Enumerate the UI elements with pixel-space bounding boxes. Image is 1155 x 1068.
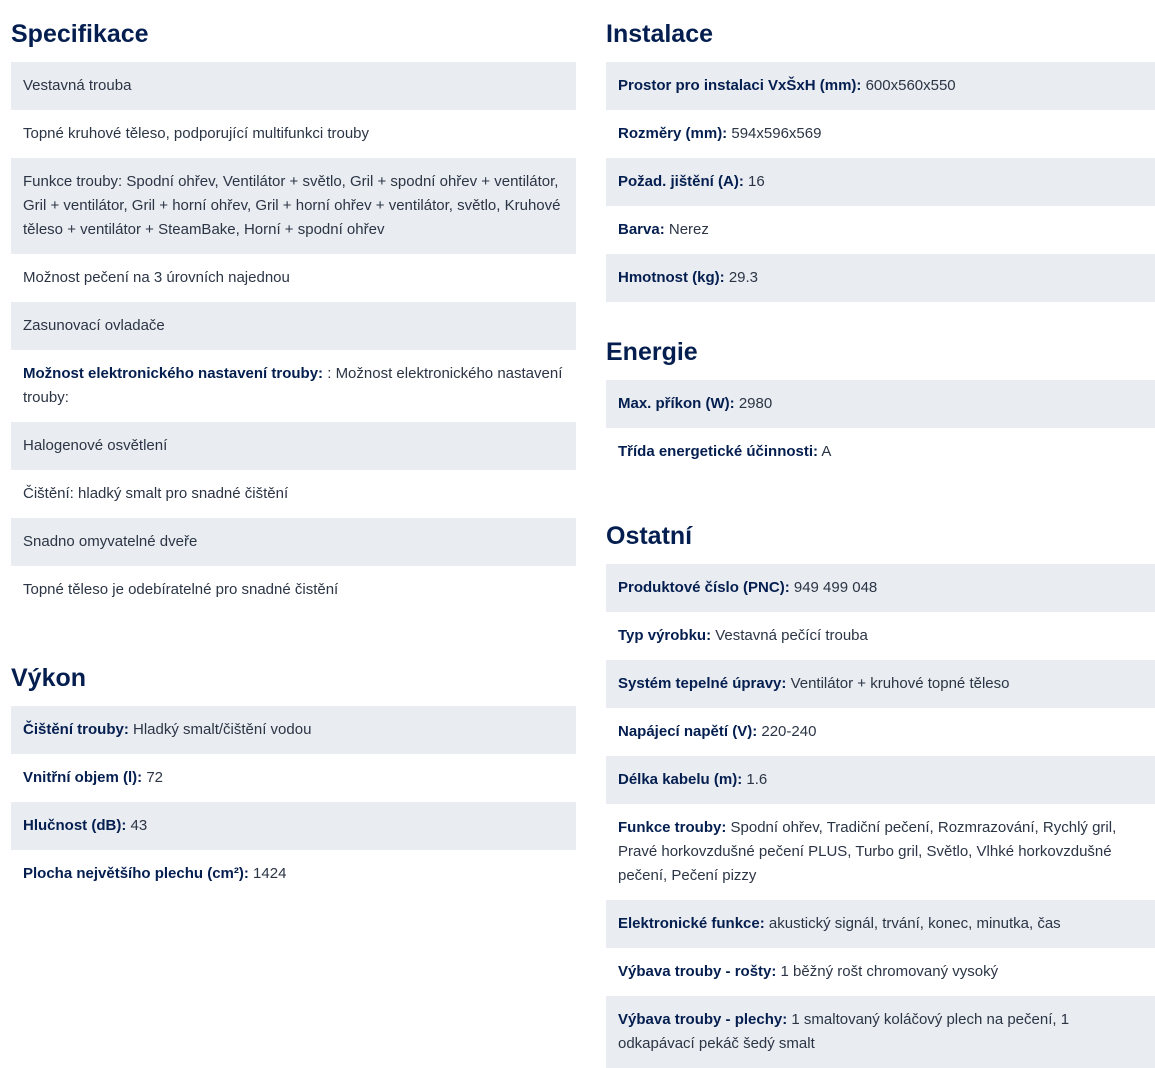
spec-label: Prostor pro instalaci VxŠxH (mm): xyxy=(618,77,862,94)
right-column xyxy=(606,0,1155,1068)
spec-text: Zasunovací ovladače xyxy=(23,317,165,334)
spec-value: 1424 xyxy=(248,865,287,882)
spec-row xyxy=(11,110,576,158)
spec-row xyxy=(606,804,1155,900)
spec-value: 72 xyxy=(142,769,164,786)
spec-label: Max. příkon (W): xyxy=(618,395,735,412)
spec-row xyxy=(606,110,1155,158)
spec-text: Čištění: hladký smalt pro snadné čištění xyxy=(23,485,289,502)
spec-text: Snadno omyvatelné dveře xyxy=(23,533,198,550)
spec-value: 1 běžný rošt chromovaný vysoký xyxy=(776,963,999,980)
spec-value: 1 smaltovaný koláčový plech na pečení, 1 odkapávací pekáč šedý smalt xyxy=(618,1011,1070,1052)
spec-label: Typ výrobku: xyxy=(618,627,712,644)
spec-value: 949 499 048 xyxy=(789,579,878,596)
spec-row xyxy=(11,350,576,422)
section-title-specifikace: Specifikace xyxy=(11,20,149,48)
spec-row xyxy=(11,706,576,754)
spec-row xyxy=(606,564,1155,612)
spec-row xyxy=(11,850,576,898)
spec-value: Vestavná pečící trouba xyxy=(711,627,868,644)
spec-text: Topné těleso je odebíratelné pro snadné čistění xyxy=(23,581,339,598)
spec-row xyxy=(606,612,1155,660)
section-title-vykon: Výkon xyxy=(11,664,87,692)
spec-row xyxy=(11,470,576,518)
left-column xyxy=(11,0,576,898)
spec-label: Rozměry (mm): xyxy=(618,125,728,142)
spec-label: Možnost elektronického nastavení trouby: xyxy=(23,365,324,382)
spec-row xyxy=(606,948,1155,996)
spec-text: Halogenové osvětlení xyxy=(23,437,168,454)
spec-value: 16 xyxy=(743,173,765,190)
spec-row xyxy=(11,566,576,614)
spec-row xyxy=(606,158,1155,206)
spec-row xyxy=(11,518,576,566)
spec-label: Napájecí napětí (V): xyxy=(618,723,758,740)
spec-text: Funkce trouby: Spodní ohřev, Ventilátor + světlo, Gril + spodní ohřev + ventilátor, Gril + ventilátor, Gril + horní ohřev, Gril + horní ohřev + ventilátor, světlo, Kruhové těleso + ventilátor + SteamBake, Horní + spodní ohřev xyxy=(23,173,561,238)
spec-value: Nerez xyxy=(664,221,709,238)
spec-value: Ventilátor + kruhové topné těleso xyxy=(786,675,1010,692)
spec-value: 43 xyxy=(126,817,148,834)
section-title-instalace: Instalace xyxy=(606,20,714,48)
spec-value: 600x560x550 xyxy=(861,77,956,94)
spec-row xyxy=(11,422,576,470)
spec-value: 2980 xyxy=(734,395,773,412)
section-title-ostatni: Ostatní xyxy=(606,522,693,550)
spec-value: Spodní ohřev, Tradiční pečení, Rozmrazování, Rychlý gril, Pravé horkovzdušné pečení PLUS, Turbo gril, Světlo, Vlhké horkovzdušné pečení, Pečení pizzy xyxy=(618,819,1117,884)
spec-row xyxy=(11,62,576,110)
spec-label: Plocha největšího plechu (cm²): xyxy=(23,865,249,882)
spec-value: 594x596x569 xyxy=(727,125,822,142)
section-energie xyxy=(606,318,1155,476)
spec-label: Funkce trouby: xyxy=(618,819,727,836)
spec-row xyxy=(606,254,1155,302)
spec-row xyxy=(11,754,576,802)
spec-row xyxy=(606,428,1155,476)
section-vykon xyxy=(11,644,576,898)
spec-label: Výbava trouby - rošty: xyxy=(618,963,777,980)
spec-label: Vnitřní objem (l): xyxy=(23,769,143,786)
spec-row xyxy=(606,380,1155,428)
spec-value: 220-240 xyxy=(757,723,817,740)
spec-label: Barva: xyxy=(618,221,665,238)
spec-row xyxy=(11,802,576,850)
spec-row xyxy=(606,756,1155,804)
spec-row xyxy=(11,158,576,254)
spec-row xyxy=(606,996,1155,1068)
spec-label: Požad. jištění (A): xyxy=(618,173,744,190)
spec-value: A xyxy=(818,443,832,460)
spec-row xyxy=(606,708,1155,756)
spec-value: 29.3 xyxy=(724,269,759,286)
spec-value: akustický signál, trvání, konec, minutka, čas xyxy=(764,915,1061,932)
spec-row xyxy=(606,660,1155,708)
spec-row xyxy=(11,254,576,302)
section-instalace xyxy=(606,0,1155,302)
spec-text: Možnost pečení na 3 úrovních najednou xyxy=(23,269,290,286)
section-ostatni xyxy=(606,502,1155,1068)
spec-label: Systém tepelné úpravy: xyxy=(618,675,787,692)
spec-label: Třída energetické účinnosti: xyxy=(618,443,819,460)
spec-row xyxy=(11,302,576,350)
spec-label: Produktové číslo (PNC): xyxy=(618,579,790,596)
section-title-energie: Energie xyxy=(606,338,698,366)
spec-text: Vestavná trouba xyxy=(23,77,132,94)
spec-label: Výbava trouby - plechy: xyxy=(618,1011,788,1028)
spec-label: Hmotnost (kg): xyxy=(618,269,725,286)
spec-text: Topné kruhové těleso, podporující multifunkci trouby xyxy=(23,125,370,142)
spec-row xyxy=(606,62,1155,110)
spec-label: Hlučnost (dB): xyxy=(23,817,127,834)
section-specifikace xyxy=(11,0,576,614)
spec-value: 1.6 xyxy=(742,771,768,788)
spec-row xyxy=(606,900,1155,948)
spec-row xyxy=(606,206,1155,254)
spec-label: Čištění trouby: xyxy=(23,721,129,738)
spec-value: : Možnost elektronického nastavení trouby: xyxy=(23,365,563,406)
spec-label: Elektronické funkce: xyxy=(618,915,765,932)
spec-label: Délka kabelu (m): xyxy=(618,771,743,788)
spec-value: Hladký smalt/čištění vodou xyxy=(128,721,312,738)
